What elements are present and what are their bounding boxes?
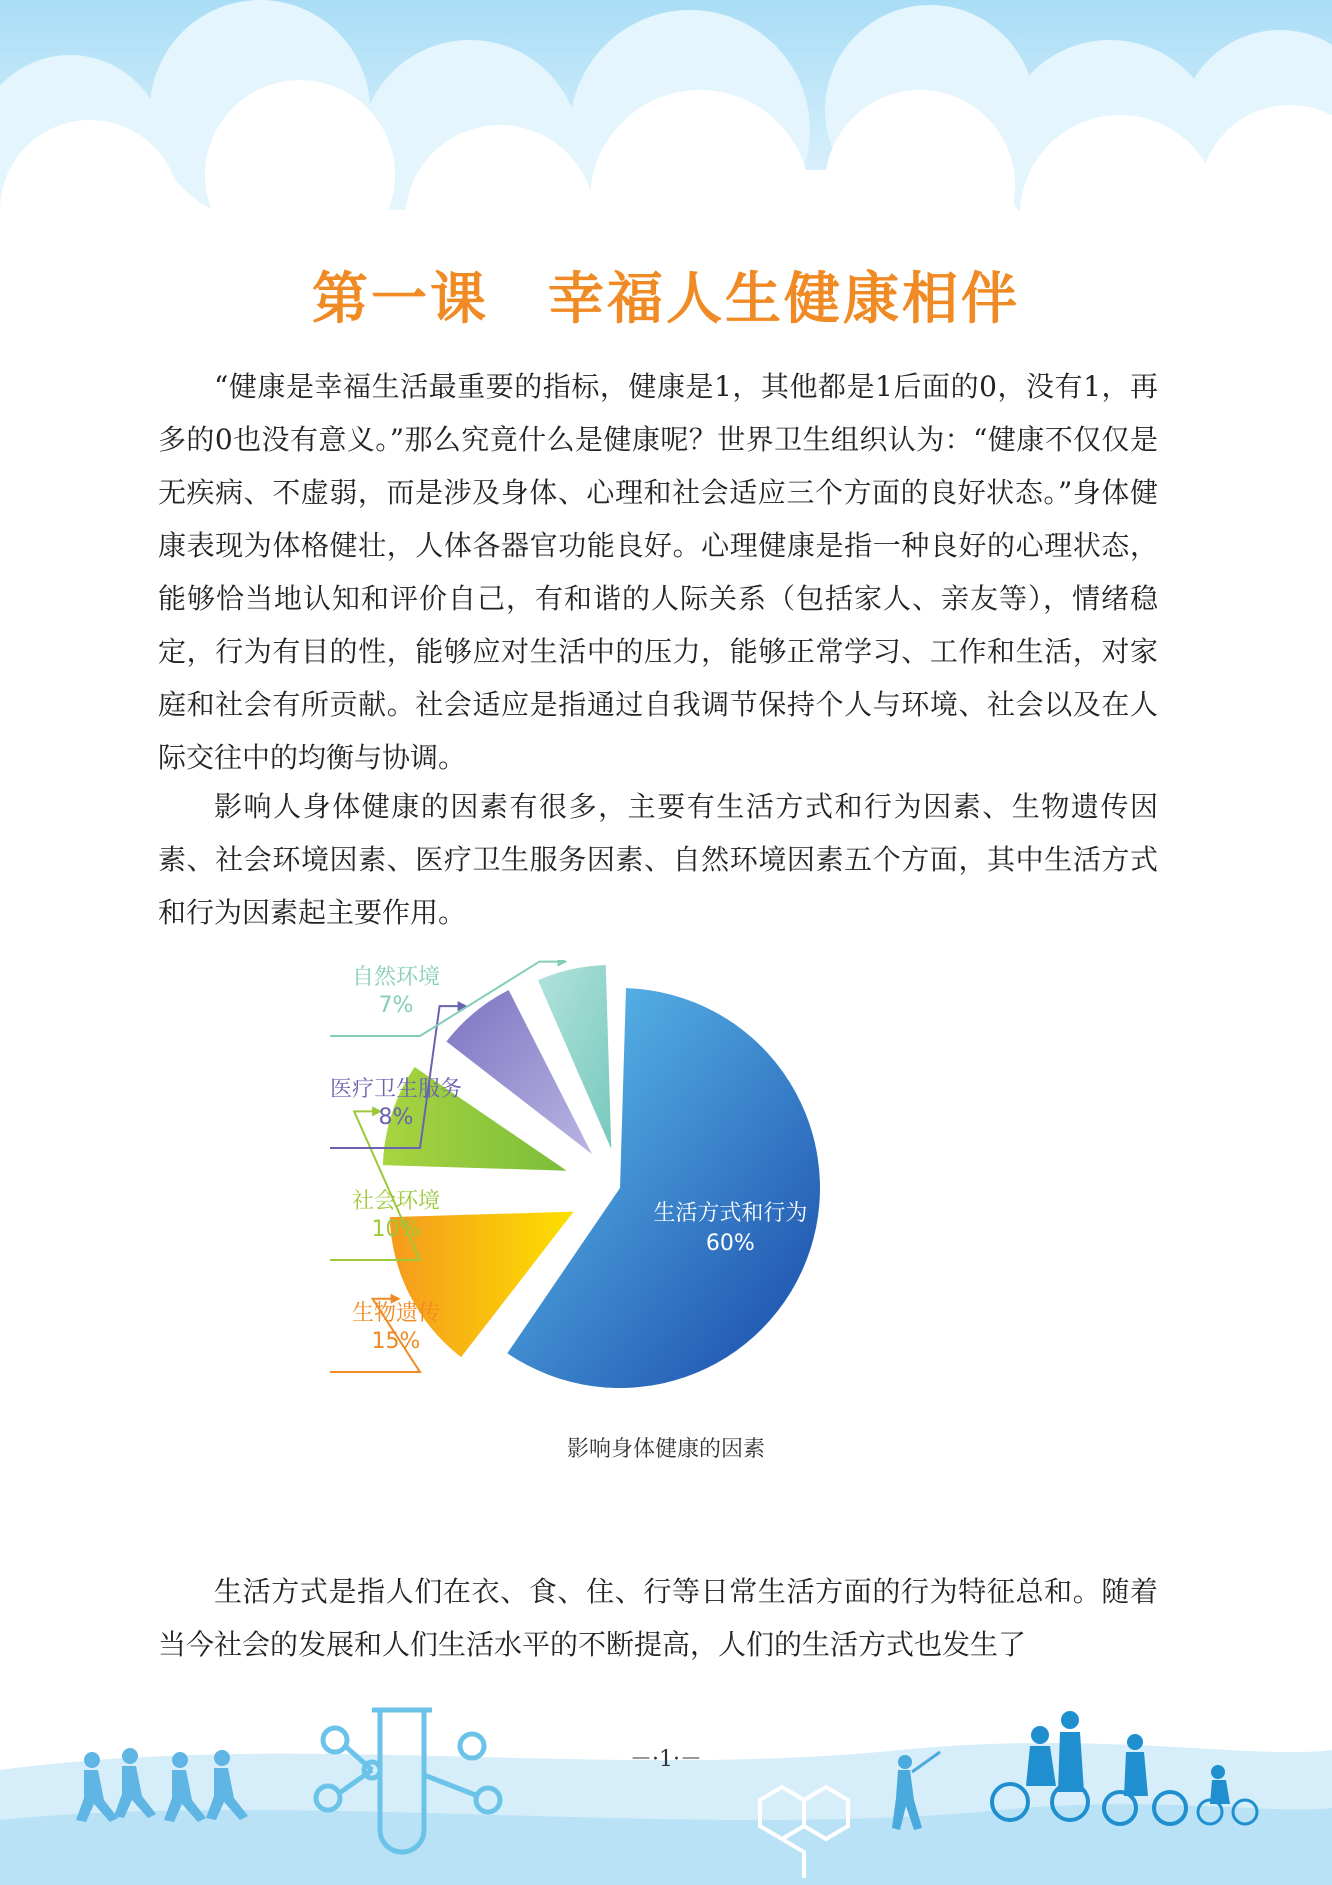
pie-label-name-2: 生物遗传: [351, 1301, 441, 1326]
pie-label-name-5: 自然环境: [351, 965, 441, 990]
lifestyle-paragraph: 生活方式是指人们在衣、食、住、行等日常生活方面的行为特征总和。随着当今社会的发展和人们生活水平的不断提高，人们的生活方式也发生了: [158, 1575, 1158, 1661]
pie-leader-arrow-5: [557, 960, 567, 967]
pie-label-value-2: 15%: [371, 1329, 421, 1354]
pie-slice-1: [507, 988, 820, 1388]
page-number: －·1·－: [630, 1747, 702, 1772]
factors-paragraph: 影响人身体健康的因素有很多，主要有生活方式和行为因素、生物遗传因素、社会环境因素、医疗卫生服务因素、自然环境因素五个方面，其中生活方式和行为因素起主要作用。: [158, 790, 1158, 929]
pie-label-name-4: 医疗卫生服务: [329, 1077, 463, 1102]
lesson-title: 第一课 幸福人生健康相伴: [312, 267, 1020, 332]
chart-caption: 影响身体健康的因素: [566, 1437, 765, 1462]
pie-label-value-5: 7%: [378, 993, 414, 1018]
pie-label-name-3: 社会环境: [351, 1189, 441, 1214]
intro-paragraph: “健康是幸福生活最重要的指标，健康是1，其他都是1后面的0，没有1，再多的0也没有意义。”那么究竟什么是健康呢？世界卫生组织认为：“健康不仅仅是无疾病、不虚弱，而是涉及身体、心理和社会适应三个方面的良好状态。”身体健康表现为体格健壮，人体各器官功能良好。心理健康是指一种良好的心理状态，能够恰当地认知和评价自己，有和谐的人际关系（包括家人、亲友等），情绪稳定，行为有目的性，能够应对生活中的压力，能够正常学习、工作和生活，对家庭和社会有所贡献。社会适应是指通过自我调节保持个人与环境、社会以及在人际交往中的均衡与协调。: [158, 370, 1158, 774]
pie-label-value-1: 60%: [705, 1230, 755, 1256]
pie-label-name-1: 生活方式和行为: [653, 1200, 808, 1226]
footer-sports-illustration: [0, 1690, 1332, 1885]
pie-label-value-4: 8%: [378, 1105, 414, 1130]
sky-clouds-banner: [0, 0, 1332, 240]
health-factors-pie-chart: [300, 960, 1000, 1430]
pie-label-value-3: 10%: [371, 1217, 421, 1242]
